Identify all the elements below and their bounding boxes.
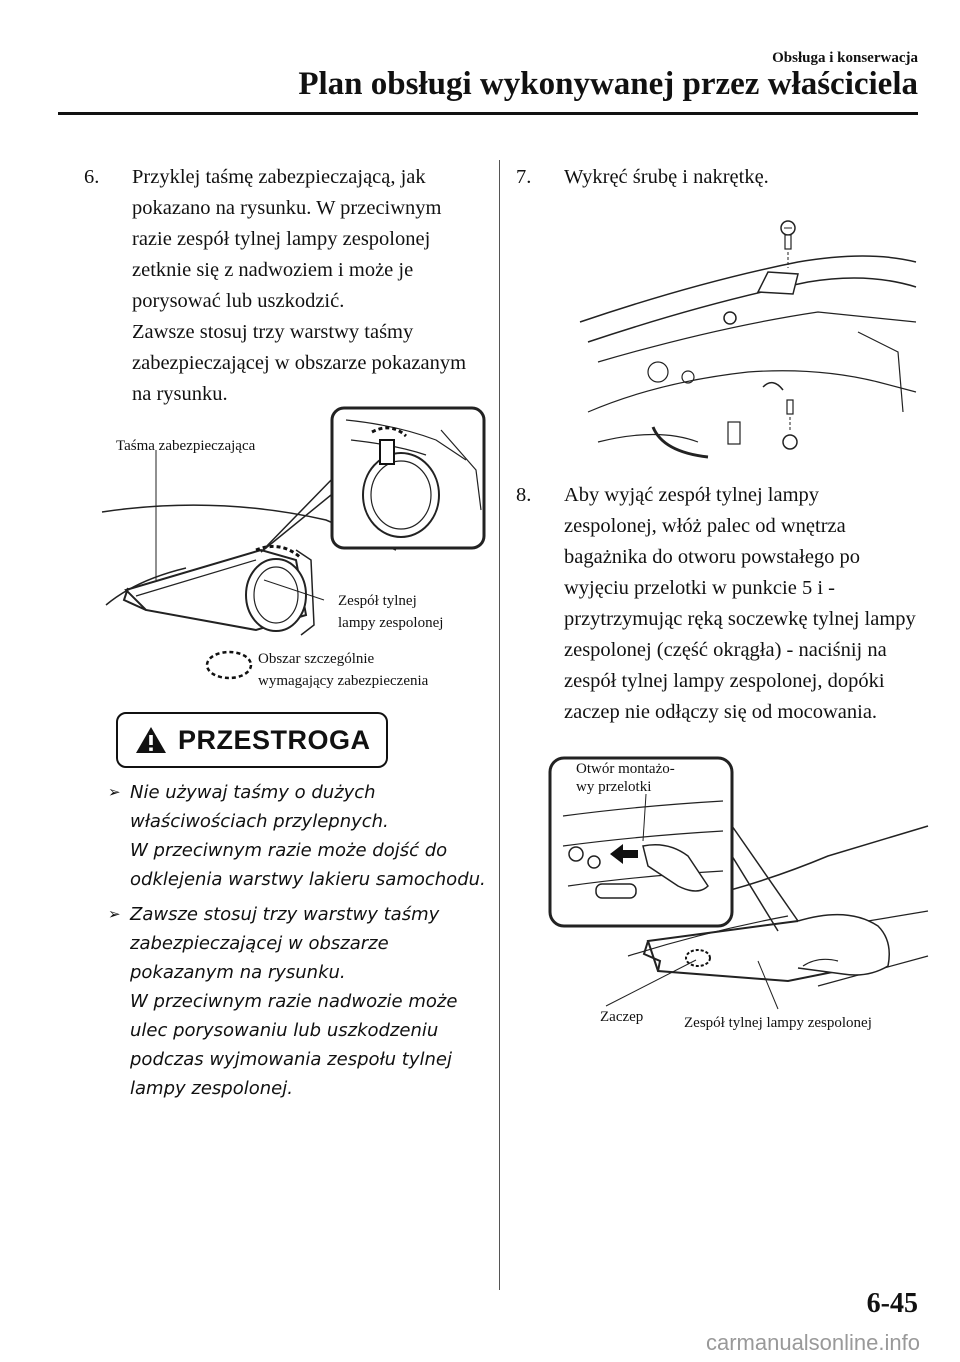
warning-icon (134, 725, 168, 755)
lamp-label-line2: lampy zespolonej (338, 615, 444, 631)
step-number: 6. (84, 166, 100, 188)
clip-label: Zaczep (600, 1009, 644, 1025)
page-number: 6-45 (866, 1288, 918, 1319)
page-title: Plan obsługi wykonywanej przez właściciela (298, 66, 918, 102)
step-8 (516, 480, 916, 728)
step-6 (84, 162, 484, 410)
caution-header (116, 712, 388, 768)
area-label-line2: wymagający zabezpieczenia (258, 673, 429, 689)
caution-item (108, 778, 488, 894)
caution-text: W przeciwnym razie nadwozie może ulec porysowaniu lub uszkodzeniu podczas wyjmowania zespołu tylnej lampy zespolonej. (130, 991, 458, 1099)
arrow-bullet-icon: ➢ (108, 783, 121, 801)
area-label-line1: Obszar szczególnie (258, 651, 375, 667)
arrow-bullet-icon: ➢ (108, 905, 121, 923)
caution-title: PRZESTROGA (178, 724, 371, 755)
watermark: carmanualsonline.info (705, 1330, 920, 1355)
step-7 (516, 162, 916, 193)
caution-list (108, 778, 488, 1109)
caution-item (108, 900, 488, 1103)
step-paragraph: Przyklej taśmę zabezpieczającą, jak pokazano na rysunku. W przeciwnym razie zespół tylnej lampy zespolonej zetknie się z nadwoziem i może je porysować lub uszkodzić. (132, 166, 442, 312)
step-number: 8. (516, 484, 532, 506)
column-divider (499, 160, 500, 1290)
step-number: 7. (516, 166, 532, 188)
section-title: Obsługa i konserwacja (772, 50, 918, 66)
hole-label-line2: wy przelotki (576, 779, 652, 795)
header-divider (58, 112, 918, 115)
hole-label-line1: Otwór montażo- (576, 761, 675, 777)
caution-text: Nie używaj taśmy o dużych właściwościach przylepnych. (130, 782, 389, 832)
tape-label: Taśma zabezpieczająca (116, 438, 256, 454)
step-paragraph: Aby wyjąć zespół tylnej lampy zespolonej, włóż palec od wnętrza bagażnika do otworu powstałego po wyjęciu przelotki w punkcie 5 i - przytrzymując ręką soczewkę tylnej lampy zespolonej (część okrągła) - naciśnij na zespół tylnej lampy zespolonej, dopóki zaczep nie odłączy się od mocowania. (564, 484, 916, 723)
figure-bolt-nut (578, 212, 918, 462)
caution-text: Zawsze stosuj trzy warstwy taśmy zabezpieczającej w obszarze pokazanym na rysunku. (130, 904, 440, 983)
lamp-assembly-label: Zespół tylnej lampy zespolonej (684, 1015, 872, 1031)
caution-text: W przeciwnym razie może dojść do odklejenia warstwy lakieru samochodu. (130, 840, 486, 890)
step-paragraph: Wykręć śrubę i nakrętkę. (564, 166, 769, 188)
lamp-label-line1: Zespół tylnej (338, 593, 417, 609)
step-paragraph: Zawsze stosuj trzy warstwy taśmy zabezpieczającej w obszarze pokazanym na rysunku. (132, 321, 467, 405)
